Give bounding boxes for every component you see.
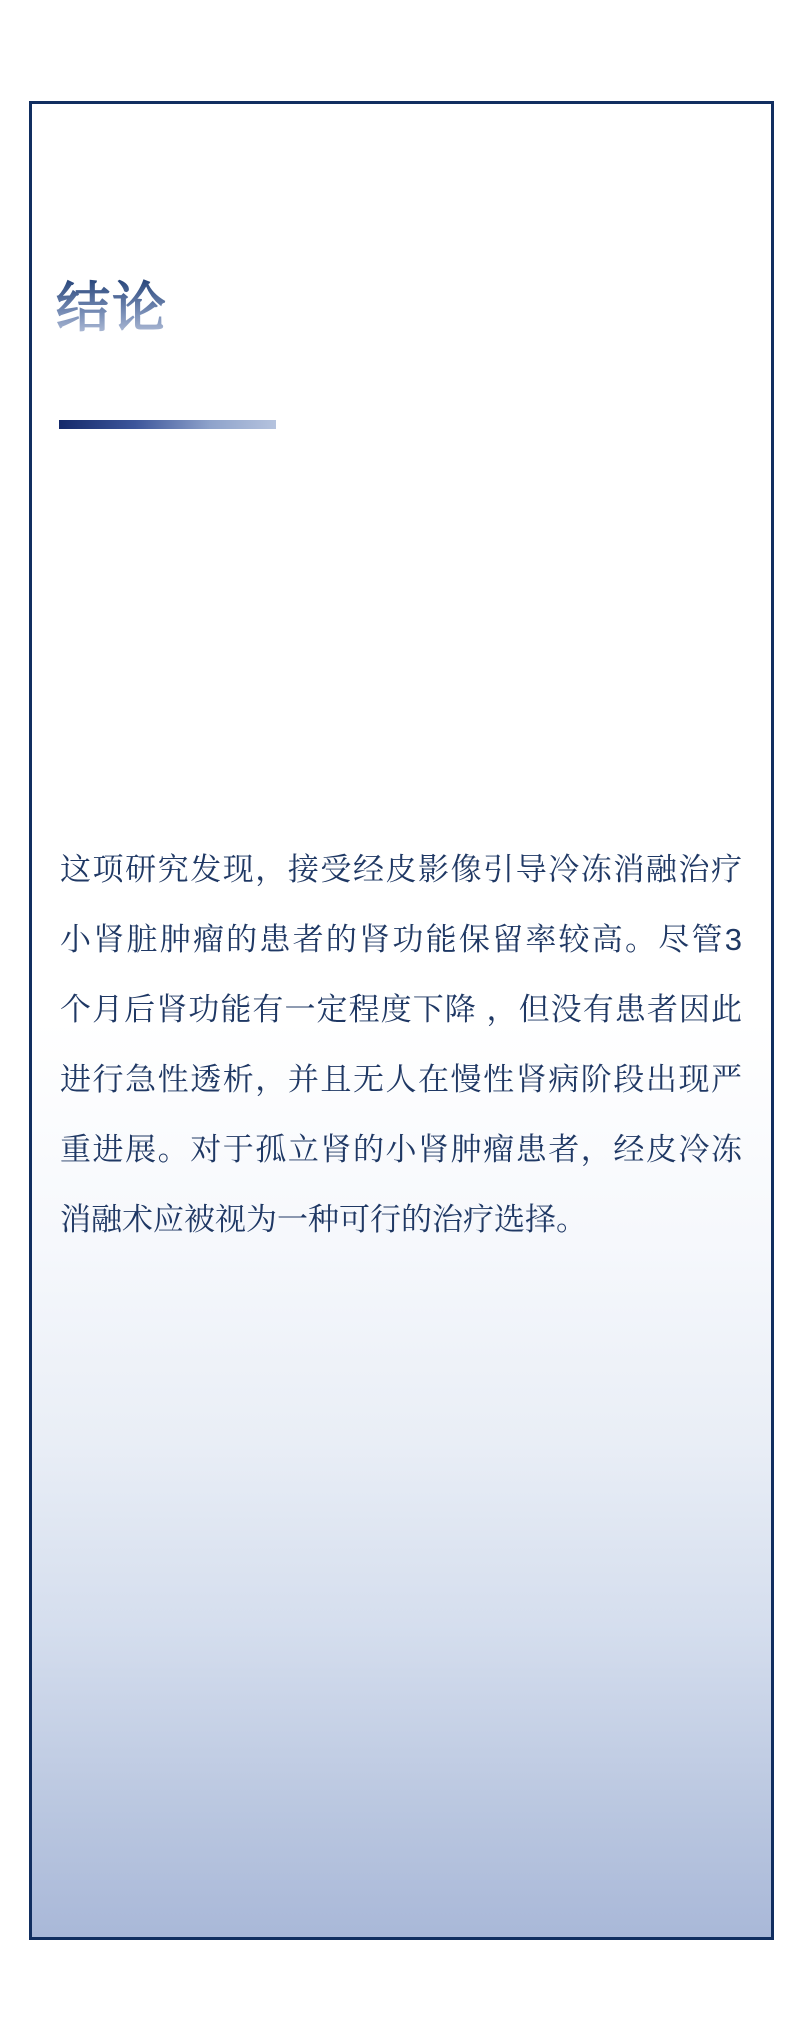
paragraph-line: 这项研究发现，接受经皮影像引导冷冻消融治疗 [60,852,742,887]
page-title: 结论 [56,278,168,338]
paragraph-line: 重进展。对于孤立肾的小肾肿瘤患者，经皮冷冻 [60,1132,742,1167]
body-paragraph [60,835,742,1255]
paragraph-line: 小肾脏肿瘤的患者的肾功能保留率较高。尽管3 [60,922,742,957]
paragraph-line: 个月后肾功能有一定程度下降 ，但没有患者因此 [60,992,742,1027]
paragraph-line: 消融术应被视为一种可行的治疗选择。 [60,1202,587,1237]
paragraph-line: 进行急性透析，并且无人在慢性肾病阶段出现严 [60,1062,742,1097]
title-accent-bar [59,420,276,429]
